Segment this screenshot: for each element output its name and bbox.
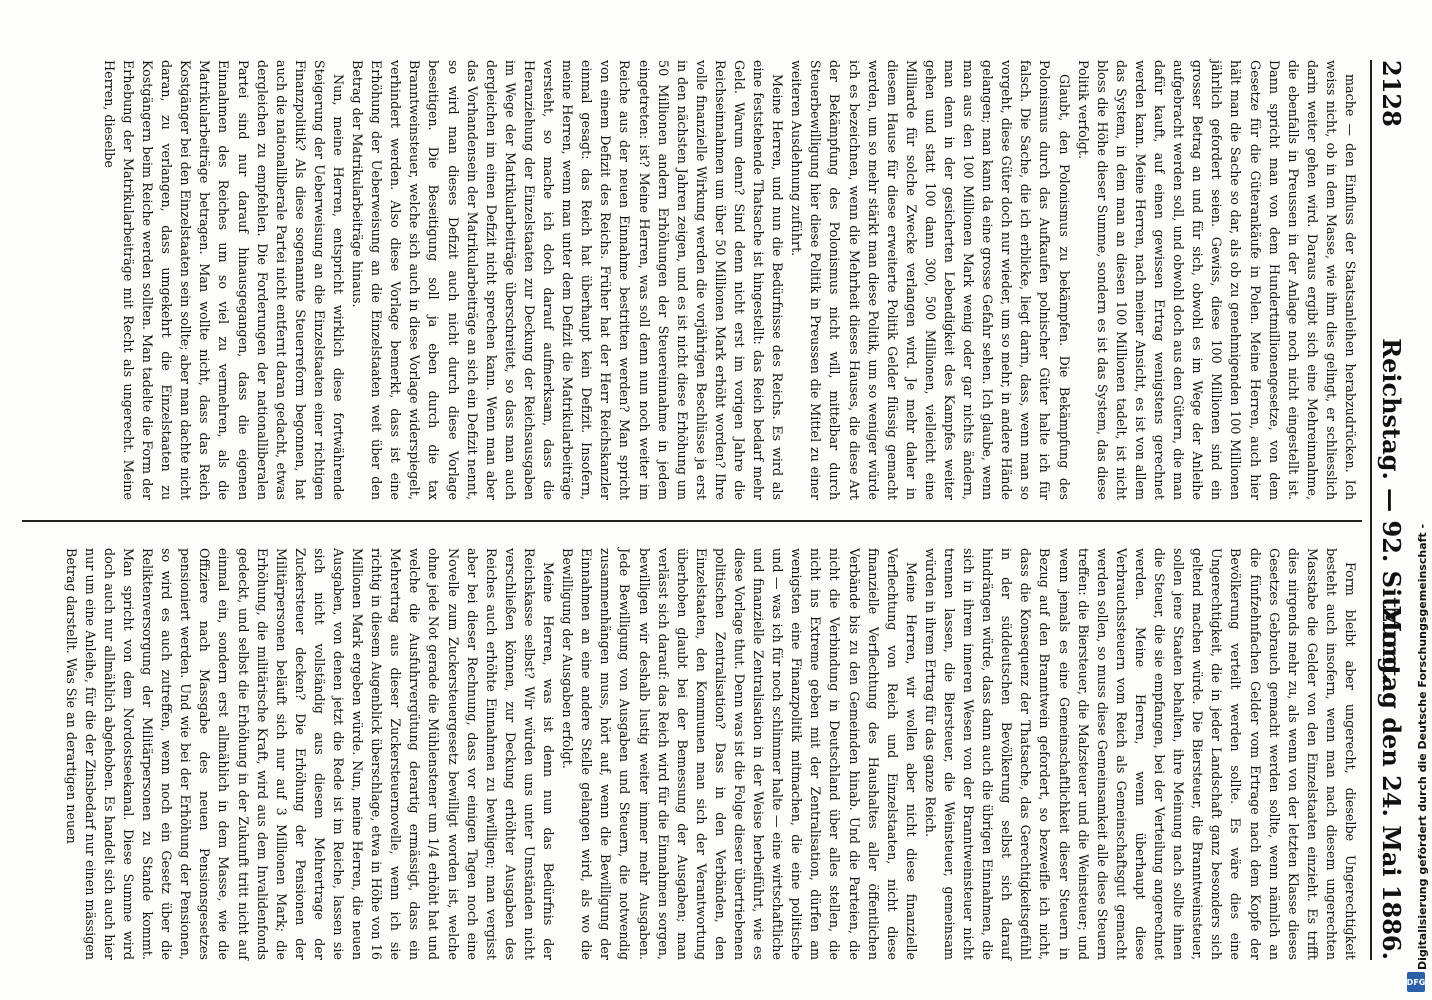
paragraph: Form bleibt aber ungerecht, dieselbe Ungerechtigkeit besteht auch insofern, wenn man nach diesem ungerechten Masstabe die Gelder von den Einzelstaaten einzieht. Es trifft dies nirgends mehr zu, als wenn von der letzten Klasse dieses Gesetzes Gebrauch gemacht werden sollte, wenn nämlich an die fünfzehnfachen Gelder vom Ertrage nach dem Kopfe der Bevölkerung verteilt werden sollte. Es wäre dies eine Ungerechtigkeit, die in jeder Landschaft ganz besonders sich geltend machen würde. Die Biersteuer, die Branntweinsteuer, sollen jene Staaten behalten, ihre Meinung nach sollte ihnen die Steuer, die sie empfangen, bei der Verteilung angerechnet werden. Meine Herren, wenn überhaupt diese Verbrauchssteuern vom Reich als Gemeinschaftsgut gemacht werden sollen, so muss diese Gemeinsamkeit alle diese Steuern treffen: die Biersteuer, die Malzsteuer und die Weinsteuer; und wenn jemals es eine Gemeinschaftlichkeit dieser Steuern in Bezug auf den Branntwein gefordert, so bezweifle ich nicht, dass die Konsequenz der Thatsache, das Gerechtigkeitsgefühl in der süddeutschen Bevölkerung selbst sich darauf hindrängen würde, dass dann auch die übrigen Einnahmen, die sich in ihrem inneren Wesen von der Branntweinsteuer nicht trennen lassen, die Biersteuer, die Weinsteuer, gemeinsam würden in ihrem Ertrag für das ganze Reich. — [922, 548, 1358, 960]
paragraph: Meine Herren, was ist denn nun das Bedürfnis der Reichskasse selbst? Wir würden uns unter Umständen nicht verschließen können, zur Deckung erhöhter Ausgaben des Reiches auch erhöhte Einnahmen zu bewilligen; man vergisst aber bei dieser Rechnung, dass vor einigen Tagen noch eine Novelle zum Zuckersteuergesetz bewilligt worden ist, welche ohne jede Not gerade die Mühlenstener um 1/4 erhöht hat und welche die Ausfuhrvergütung derartig ermässigt, dass ein Mehrertrag aus dieser Zuckersteuernovelle, wenn ich sie richtig in diesem Augenblick überschlage, etwa in Höhe von 16 Millionen Mark ergeben würde. Nun, meine Herren, die neuen Ausgaben, von denen jetzt die Rede ist im Reiche, lassen sie sich nicht vollständig aus diesem Mehrertrage der Zuckersteuer decken? Die Erhöhung der Pensionen der Militärpersonen beläuft sich nur auf 3 Millionen Mark; die Erhöhung, die militärische Kraft, wird aus dem Invalidenfonds gedeckt, und selbst die Erhöhung in der Zukunft tritt nicht auf einmal ein, sondern erst allmählich in dem Masse, wie die Offiziere nach Massgabe des neuen Pensionsgesetzes pensioniert werden. Und wie bei der Erhöhung der Pensionen, so wird es auch zutreffen, wenn noch ein Gesetz über die Reliktenversorgung der Militärpersonen zu Stande kommt. Man spricht von dem Nordostseekanal. Diese Summe wird doch auch nur allmählich abgehoben. Es handelt sich auch hier nur um eine Anleihe, für die der Zinsbedarf nur einen mässigen Betrag darstellt. Was Sie an derartigen neuen — [63, 548, 557, 960]
paragraph: mache — den Einfluss der Staatsanleihen herabzudrücken. Ich weiss nicht, ob in dem Masse, wie ihm dies gelingt, er schliesslich darin weiter gehen wird. Daraus ergibt sich eine Mehreinnahme, die ebenfalls in Preussen in der Anlage noch nicht eingestellt ist. Dann spricht man von dem Hundertmillionengesetze, von dem Gesetze für die Güterankäufe in Polen. Meine Herren, auch hier hält man die Sache so dar, als ob zu genehmigenden 100 Millionen jährlich gefordert seien. Gewiss, diese 100 Millionen sind ein grosser Betrag an und für sich, obwohl es im Wege der Anleihe aufgebracht werden soll, und obwohl doch aus den Gütern, die man dafür kauft, auf einen gewissen Ertrag wenigstens gerechnet werden kann. Meine Herren, nach meiner Ansicht, es ist von allem das System, in dem man an diesen 100 Millionen tadelt, ist nicht bloss die Höhe dieser Summe, sondern es ist das System, das diese Politik verfolgt. — [1075, 60, 1358, 500]
paragraph: Nun, meine Herren, entspricht wirklich diese fortwährende Steigerung der Ueberweisung an die Einzelstaaten einer richtigen Finanzpolitik? Als diese sogenannte Steuerreform begonnen, hat auch die nationalliberale Partei nicht entfernt daran gedacht, etwas dergleichen zu empfehlen. Die Forderungen der nationalliberalen Partei sind nur darauf hinausgegangen, dass die eigenen Einnahmen des Reiches um so viel zu vermehren, als die Matrikularbeiträge betragen. Man wollte nicht, dass das Reich Kostgänger bei den Einzelstaaten sein sollte; aber man dachte nicht daran, zu verlangen, dass umgekehrt die Einzelstaaten zu Kostgängern beim Reiche werden sollten. Man tadelte die Form der Erhebung der Matrikularbeiträge mit Recht als ungerecht. Meine Herren, dieselbe — [101, 60, 347, 500]
page-number: 2128 — [1377, 60, 1406, 127]
page-header — [1370, 60, 1412, 960]
paragraph: Glaubt, den Polonismus zu bekämpfen. Die Bekämpfung des Polonismus durch das Aufkaufen polnischer Güter halte ich für falsch. Die Sache, die ich erblicke, liegt darin, dass, wenn man so vorgeht, diese Güter doch nur wieder, um so mehr, in andere Hände gelangen; man kann da eine grosse Gefahr sehen. Ich glaube, wenn man aus den 100 Millionen Mark wenig oder gar nichts ändern, man denn in der gesicherten Lebendigkeit des Kampfes weiter gehen und statt 100 dann 300, 500 Millionen, vielleicht eine Milliarde für solche Zwecke verlangen wird. Je mehr daher in diesem Hause für diese erweiterte Politik Gelder flüssig gemacht werden, um so mehr stärkt man diese Politik, um so weniger würde ich es bezeichnen, wenn die Mehrheit dieses Hauses, die diese Art der Bekämpfung des Polonismus nicht will, mittelbar durch Steuerbewilligung hier diese Politik in Preussen die Mittel zu einer weiteren Ausdehnung zuführt. — [789, 60, 1072, 500]
column-divider — [22, 520, 1362, 522]
left-column — [100, 60, 1360, 500]
digitization-credit: Digitalisierung gefördert durch die Deutsche Forschungsgemeinschaft - — [1416, 523, 1429, 970]
header-rule — [1370, 60, 1372, 960]
running-head: Reichstag. — 92. Sitzung. — [1377, 338, 1406, 682]
paragraph: Meine Herren, wir wollen aber nicht diese finanzielle Verflechtung von Reich und Einzelstaaten, nicht diese finanzielle Verflechtung des Haushaltes aller öffentlichen Verbände bis zu den Gemeinden hinab. Und die Parteien, die nicht die Verbindung in Deutschland über alles stellen, die nicht ins Extreme geben mit der Zentralisation, dürfen am wenigsten eine Finanzpolitik mitmachen, die eine politische und — was ich für noch schlimmer halte — eine wirtschaftliche und finanzielle Zentralisation in der Weise herbeiführt, wie es diese Vorlage thut. Denn was ist die Folge dieser übertriebenen politischen Zentralisation? Dass in den Verbänden, den Einzelstaaten, den Kommunen man sich der Verantwortung überhoben glaubt bei der Bemessung der Ausgaben; man verlässt sich darauf: das Reich wird für die Einnahmen sorgen, bewilligen wir deshalb lustig weiter immer mehr Ausgaben. Jede Bewilligung von Ausgaben und Steuern, die notwendig zusammenhängen muss, hört auf, wenn die Bewilligung der Einnahmen an eine andere Stelle gelangen wird, als wo die Bewilligung der Ausgaben erfolgt. — [560, 548, 919, 960]
session-date: Montag den 24. Mai 1886. — [1377, 605, 1406, 960]
paragraph: Meine Herren, und nun die Bedürfnisse des Reichs. Es wird als eine feststehende Thatsache ist hingestellt: das Reich bedarf mehr Geld. Warum denn? Sind denn nicht erst im vorigen Jahre die Reichseinnahmen um über 50 Millionen Mark erhöht worden? Ihre volle finanzielle Wirkung werden die vorjährigen Beschlüsse ja erst in den nächsten Jahren zeigen, und es ist nicht diese Erhöhung um 50 Millionen andern Erhöhungen der Steuereinnahme in jedem eingetreten: ist? Meine Herren, was soll denn nun noch weiter im Reiche aus der neuen Einnahme bestritten werden? Man spricht von einem Defizit des Reichs. Früher hat der Herr Reichskanzler einmal gesagt: das Reich hat überhaupt kein Defizit. Insofern, meine Herren, wenn man unter dem Defizit die Matrikularbeiträge versteht, so mache ich doch darauf aufmerksam, dass die Heranziehung der Einzelstaaten zur Deckung der Reichsausgaben im Wege der Matrikularbeiträge überschreitet, so dass man auch dergleichen im einen Defizit nicht sprechen kann. Wenn man aber das Vorhandensein der Matrikularbeiträge an sich ein Defizit nennt, so wird man dieses Defizit auch nicht durch diese Vorlage beseitigen. Die Beseitigung soll ja eben durch die tax Branntweinsteuer, welche sich auch in diese Vorlage widerspiegelt, verhindert werden. Also diese Vorlage bemerkt, dass ist eine Erhöhung der Ueberweisung an die Einzelstaaten weit über den Betrag der Matrikularbeiträge hinaus. — [350, 60, 786, 500]
dfg-logo: DFG — [1407, 972, 1425, 992]
right-column — [62, 548, 1360, 960]
